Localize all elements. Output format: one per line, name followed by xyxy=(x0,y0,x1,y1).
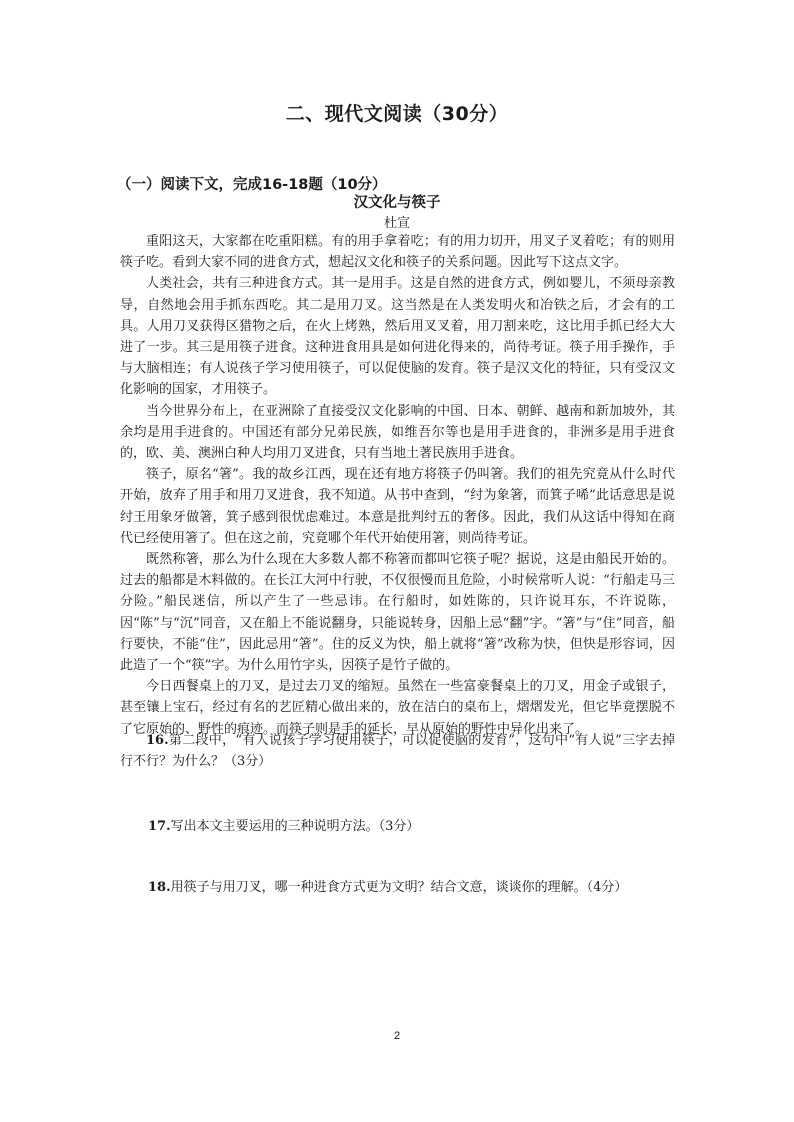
question-18 xyxy=(148,877,678,898)
page-number: 2 xyxy=(393,1030,401,1042)
article-paragraph-6: 今日西餐桌上的刀叉，是过去刀叉的缩短。虽然在一些富豪餐桌上的刀叉，用金子或银子，甚至镶上宝石，经过有名的艺匠精心做出来的，放在洁白的桌布上，熠熠发光，但它毕竟摆脱不了它原始的、野性的痕迹。而筷子则是手的延长，早从原始的野性中异化出来了。 xyxy=(120,679,675,737)
question-text: 第二段中，“有人说孩子学习使用筷子，可以促使脑的发育”，这句中“有人说”三字去掉行不行？为什么？（3分） xyxy=(120,733,675,770)
question-text: 写出本文主要运用的三种说明方法。（3分） xyxy=(170,819,420,834)
article-paragraph-2: 人类社会，共有三种进食方式。其一是用手。这是自然的进食方式，例如婴儿，不须母亲教导，自然地会用手抓东西吃。其二是用刀叉。这当然是在人类发明火和冶铁之后，才会有的工具。人用刀叉获得区猎物之后，在火上烤熟，然后用叉叉着，用刀割来吃，这比用手抓已经大大进了一步。其三是用筷子进食。这种进食用具是如何进化得来的，尚待考证。筷子用手操作，手与大脑相连；有人说孩子学习使用筷子，可以促使脑的发育。筷子是汉文化的特征，只有受汉文化影响的国家，才用筷子。 xyxy=(120,276,675,398)
article-paragraph-3: 当今世界分布上，在亚洲除了直接受汉文化影响的中国、日本、朝鲜、越南和新加坡外，其余均是用手进食的。中国还有部分兄弟民族，如维吾尔等也是用手进食的，非洲多是用手进食的，欧、美、澳洲白种人均用刀叉进食，只有当地土著民族用手进食。 xyxy=(120,403,675,462)
reading-instructions: （一）阅读下文，完成16-18题（10分） xyxy=(117,177,387,193)
question-16 xyxy=(120,730,675,772)
question-number: 16. xyxy=(146,733,169,748)
article-paragraph-4: 筷子，原名“箸”。我的故乡江西，现在还有地方将筷子仍叫箸。我们的祖先究竟从什么时代开始，放弃了用手和用刀叉进食，我不知道。从书中查到，“纣为象箸，而箕子唏”此话意思是说纣王用象牙做箸，箕子感到很忧虑难过。本意是批判纣五的奢侈。因此，我们从这话中得知在商代已经使用箸了。但在这之前，究竟哪个年代开始使用箸，则尚待考证。 xyxy=(120,467,675,546)
question-text: 用筷子与用刀叉，哪一种进食方式更为文明？结合文意，谈谈你的理解。（4分） xyxy=(170,880,628,895)
article-title: 汉文化与筷子 xyxy=(353,194,441,211)
article-body xyxy=(120,231,675,740)
article-paragraph-1: 重阳这天，大家都在吃重阳糕。有的用手拿着吃；有的用力切开，用叉子叉着吃；有的则用筷子吃。看到大家不同的进食方式，想起汉文化和筷子的关系问题。因此写下这点文字。 xyxy=(120,234,675,271)
question-number: 18. xyxy=(148,880,171,895)
question-number: 17. xyxy=(148,819,171,834)
article-author: 杜宣 xyxy=(383,216,410,231)
section-title: 二、现代文阅读（30分） xyxy=(285,103,509,125)
article-paragraph-5: 既然称箸，那么为什么现在大多数人都不称箸而都叫它筷子呢？据说，这是由船民开始的。过去的船都是木料做的。在长江大河中行驶，不仅很慢而且危险，小时候常听人说：“行船走马三分险。”船民迷信，所以产生了一些忌讳。在行船时，如姓陈的，只许说耳东，不许说陈，因“陈”与“沉”同音，又在船上不能说翻身，只能说转身，因船上忌“翻”字。“箸”与“住”同音，船行要快，不能“住”，因此忌用“箸”。住的反义为快，船上就将“箸”改称为快，但快是形容词，因此造了一个“筷”字。为什么用竹字头，因筷子是竹子做的。 xyxy=(120,552,675,674)
question-17 xyxy=(148,816,678,837)
